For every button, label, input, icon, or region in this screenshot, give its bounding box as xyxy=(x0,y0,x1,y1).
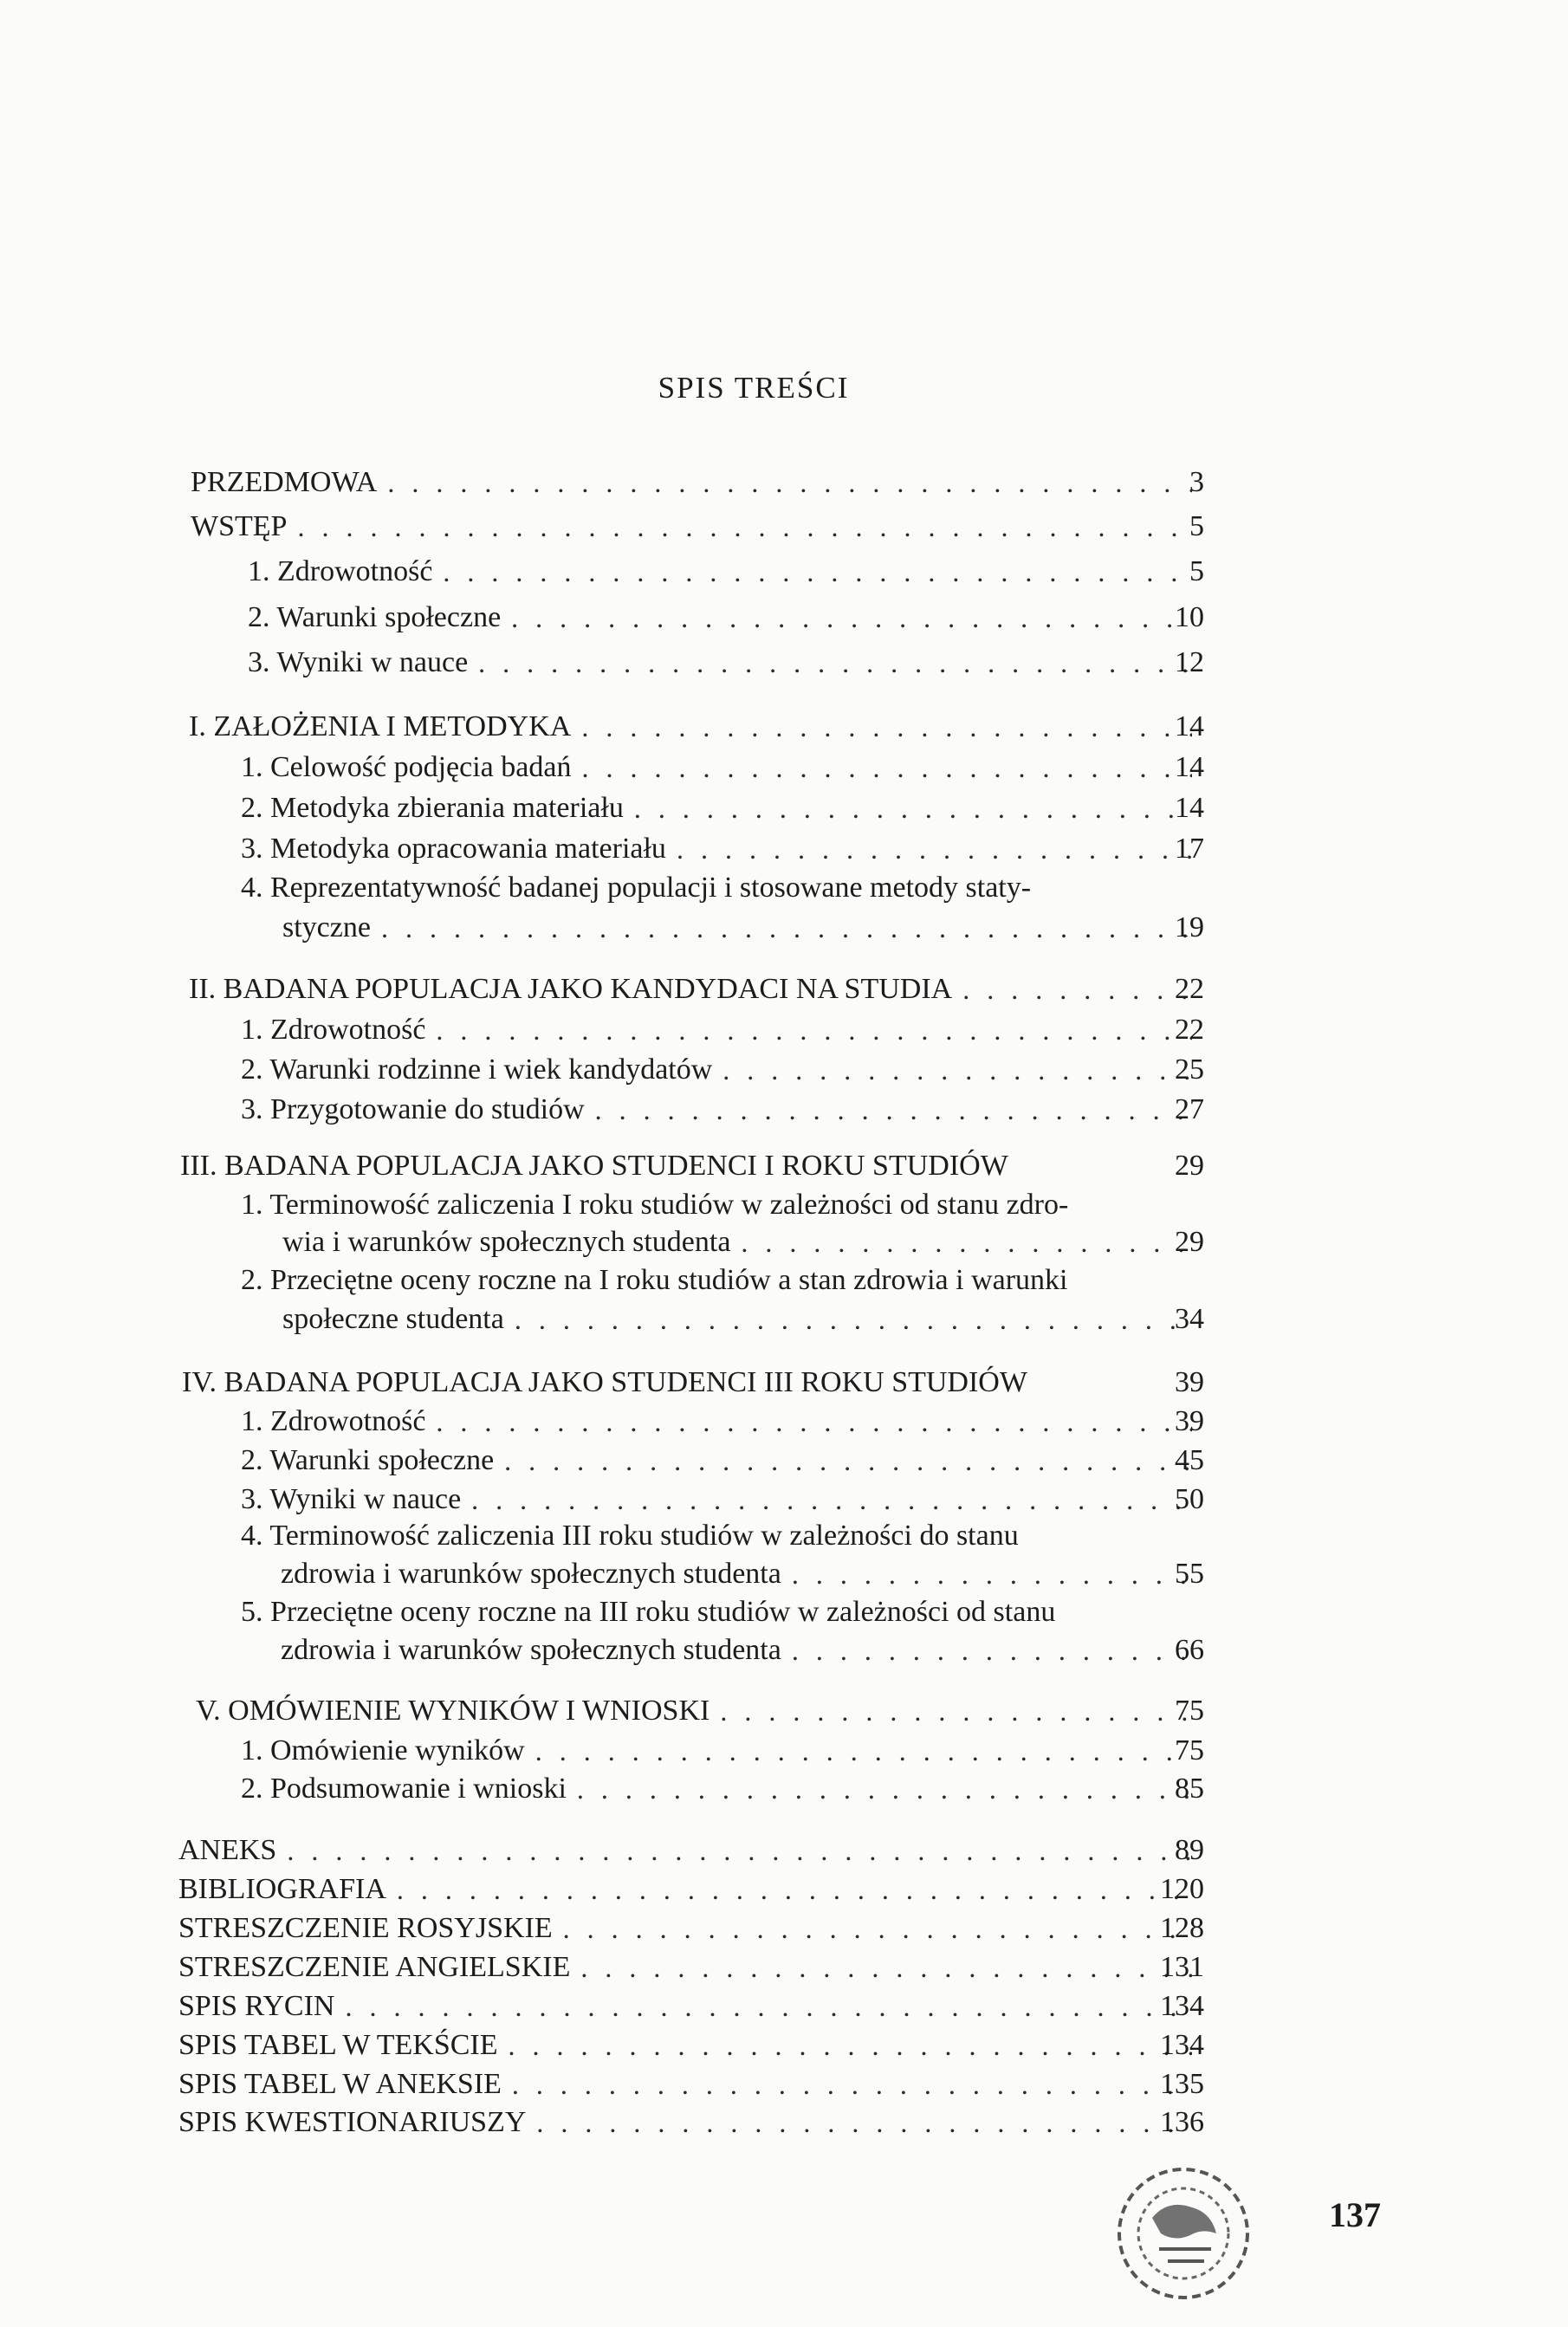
toc-entry-spis-tabel-w-aneksie xyxy=(178,2066,1204,2103)
toc-subentry xyxy=(241,1771,1204,1807)
toc-entry-label: 1. Zdrowotność xyxy=(241,1014,426,1046)
toc-entry-label: 1. Zdrowotność xyxy=(248,555,433,587)
toc-leader-dots xyxy=(387,464,1192,501)
toc-subentry-line xyxy=(241,1518,1019,1554)
toc-entry-page: 85 xyxy=(1175,1773,1204,1805)
toc-subentry xyxy=(241,1092,1204,1128)
page-title: SPIS TREŚCI xyxy=(658,371,850,405)
toc-subentry-cont xyxy=(281,1556,1204,1592)
toc-leader-dots xyxy=(504,1442,1192,1479)
toc-leader-dots xyxy=(381,910,1192,946)
toc-chapter-3 xyxy=(180,1148,1204,1184)
toc-chapter-label: III. BADANA POPULACJA JAKO STUDENCI I ROKU STUDIÓW xyxy=(180,1150,1008,1182)
toc-entry-label: BIBLIOGRAFIA xyxy=(178,1873,386,1905)
toc-chapter-label: I. ZAŁOŻENIA I METODYKA xyxy=(189,710,572,742)
toc-leader-dots xyxy=(581,749,1192,786)
toc-entry-wstep xyxy=(191,509,1204,545)
toc-entry-label: zdrowia i warunków społecznych studenta xyxy=(281,1634,781,1666)
toc-entry-spis-kwestionariuszy xyxy=(178,2104,1204,2141)
toc-entry-label: PRZEDMOWA xyxy=(191,466,378,498)
toc-entry-page: 45 xyxy=(1175,1444,1204,1476)
toc-entry-label: STRESZCZENIE ANGIELSKIE xyxy=(178,1951,571,1983)
toc-leader-dots xyxy=(581,709,1192,745)
toc-leader-dots xyxy=(478,645,1192,681)
toc-entry-page: 14 xyxy=(1175,792,1204,824)
toc-leader-dots xyxy=(563,1910,1192,1947)
toc-entry-page: 5 xyxy=(1189,510,1204,542)
toc-entry-page: 22 xyxy=(1175,1014,1204,1046)
toc-leader-dots xyxy=(297,509,1192,545)
toc-entry-spis-rycin xyxy=(178,1988,1204,2025)
toc-subentry xyxy=(241,1481,1204,1518)
toc-entry-page: 27 xyxy=(1175,1093,1204,1125)
toc-entry-label: 1. Celowość podjęcia badań xyxy=(241,751,572,783)
toc-leader-dots xyxy=(535,1733,1192,1769)
toc-entry-page: 34 xyxy=(1175,1303,1204,1335)
toc-entry-page: 66 xyxy=(1175,1634,1204,1666)
toc-entry-label: 3. Wyniki w nauce xyxy=(248,646,469,678)
toc-leader-dots xyxy=(511,600,1192,636)
toc-leader-dots xyxy=(397,1871,1192,1908)
toc-subentry xyxy=(241,1012,1204,1048)
toc-chapter-label: V. OMÓWIENIE WYNIKÓW I WNIOSKI xyxy=(196,1695,710,1727)
toc-entry-label: 5. Przeciętne oceny roczne na III roku studiów w zależności od stanu xyxy=(241,1596,1056,1628)
toc-entry-label: 3. Wyniki w nauce xyxy=(241,1483,462,1515)
toc-leader-dots xyxy=(792,1556,1192,1592)
toc-entry-label: 4. Terminowość zaliczenia III roku studiów w zależności do stanu xyxy=(241,1520,1019,1552)
toc-chapter-1 xyxy=(189,709,1204,745)
toc-entry-label: STRESZCZENIE ROSYJSKIE xyxy=(178,1912,553,1944)
toc-entry-label: SPIS KWESTIONARIUSZY xyxy=(178,2106,527,2138)
toc-entry-page: 10 xyxy=(1175,601,1204,633)
toc-leader-dots xyxy=(595,1092,1192,1128)
toc-entry-page: 89 xyxy=(1175,1834,1204,1866)
toc-leader-dots xyxy=(512,2066,1192,2103)
toc-entry-page: 3 xyxy=(1189,466,1204,498)
toc-leader-dots xyxy=(634,790,1192,826)
toc-entry-page: 55 xyxy=(1175,1558,1204,1590)
toc-subentry-cont xyxy=(282,1301,1204,1338)
toc-entry-label: 1. Zdrowotność xyxy=(241,1405,426,1437)
toc-leader-dots xyxy=(515,1301,1192,1338)
toc-entry-label: 3. Metodyka opracowania materiału xyxy=(241,833,666,865)
toc-subentry-cont xyxy=(282,1224,1204,1261)
toc-entry-bibliografia xyxy=(178,1871,1204,1908)
toc-leader-dots xyxy=(677,831,1192,867)
toc-entry-aneks xyxy=(178,1832,1204,1869)
toc-entry-page: 39 xyxy=(1175,1405,1204,1437)
toc-chapter-label: II. BADANA POPULACJA JAKO KANDYDACI NA STUDIA xyxy=(189,973,953,1005)
toc-entry-label: SPIS TABEL W TEKŚCIE xyxy=(178,2029,498,2061)
toc-entry-label: 1. Terminowość zaliczenia I roku studiów w zależności od stanu zdro- xyxy=(241,1189,1069,1221)
toc-leader-dots xyxy=(720,1693,1192,1729)
toc-entry-label: 1. Omówienie wyników xyxy=(241,1734,525,1766)
toc-entry-page: 131 xyxy=(1160,1951,1204,1983)
toc-entry-page: 17 xyxy=(1175,833,1204,865)
toc-entry-page: 14 xyxy=(1175,710,1204,742)
toc-chapter-4 xyxy=(182,1364,1204,1401)
toc-entry-streszczenie-rosyjskie xyxy=(178,1910,1204,1947)
toc-entry-page: 19 xyxy=(1175,911,1204,943)
toc-entry-page: 135 xyxy=(1160,2068,1204,2100)
toc-subentry-cont xyxy=(281,1632,1204,1669)
toc-entry-page: 12 xyxy=(1175,646,1204,678)
toc-subentry xyxy=(248,645,1204,681)
toc-entry-label: SPIS RYCIN xyxy=(178,1990,335,2022)
toc-subentry-line xyxy=(241,1187,1068,1223)
toc-entry-label: 2. Warunki społeczne xyxy=(248,601,502,633)
toc-entry-page: 136 xyxy=(1160,2106,1204,2138)
toc-subentry-line xyxy=(241,1594,1055,1630)
toc-entry-page: 5 xyxy=(1189,555,1204,587)
toc-subentry xyxy=(241,790,1204,826)
toc-entry-label: społeczne studenta xyxy=(282,1303,504,1335)
toc-subentry-cont xyxy=(282,910,1204,946)
toc-subentry xyxy=(248,554,1204,590)
toc-leader-dots xyxy=(722,1052,1192,1088)
toc-entry-label: styczne xyxy=(282,911,371,943)
toc-leader-dots xyxy=(287,1832,1192,1869)
toc-entry-spis-tabel-w-tekscie xyxy=(178,2027,1204,2064)
toc-leader-dots xyxy=(436,1012,1192,1048)
toc-leader-dots xyxy=(580,1949,1192,1986)
toc-subentry xyxy=(241,1052,1204,1088)
toc-entry-label: 3. Przygotowanie do studiów xyxy=(241,1093,585,1125)
toc-leader-dots xyxy=(577,1771,1192,1807)
toc-entry-label: 2. Metodyka zbierania materiału xyxy=(241,792,624,824)
toc-entry-label: 2. Warunki społeczne xyxy=(241,1444,495,1476)
toc-entry-page: 128 xyxy=(1160,1912,1204,1944)
toc-leader-dots xyxy=(436,1403,1192,1440)
toc-entry-label: WSTĘP xyxy=(191,510,288,542)
toc-chapter-label: IV. BADANA POPULACJA JAKO STUDENCI III ROKU STUDIÓW xyxy=(182,1366,1027,1398)
toc-entry-streszczenie-angielskie xyxy=(178,1949,1204,1986)
toc-entry-przedmowa xyxy=(191,464,1204,501)
toc-chapter-2 xyxy=(189,971,1204,1008)
toc-subentry xyxy=(241,1733,1204,1769)
toc-subentry-line xyxy=(241,1262,1068,1299)
toc-entry-label: 4. Reprezentatywność badanej populacji i stosowane metody staty- xyxy=(241,872,1032,904)
toc-entry-label: wia i warunków społecznych studenta xyxy=(282,1226,731,1258)
page-number: 137 xyxy=(1329,2195,1381,2234)
toc-entry-page: 22 xyxy=(1175,973,1204,1005)
library-stamp-icon xyxy=(1107,2138,1263,2311)
toc-entry-page: 134 xyxy=(1160,1990,1204,2022)
toc-entry-page: 25 xyxy=(1175,1053,1204,1086)
toc-leader-dots xyxy=(741,1224,1192,1261)
toc-entry-page: 134 xyxy=(1160,2029,1204,2061)
toc-entry-label: 2. Warunki rodzinne i wiek kandydatów xyxy=(241,1053,713,1086)
toc-subentry xyxy=(248,600,1204,636)
toc-entry-page: 75 xyxy=(1175,1734,1204,1766)
toc-leader-dots xyxy=(471,1481,1192,1518)
toc-leader-dots xyxy=(792,1632,1192,1669)
toc-entry-page: 14 xyxy=(1175,751,1204,783)
toc-entry-page: 39 xyxy=(1175,1366,1204,1398)
toc-entry-label: ANEKS xyxy=(178,1834,277,1866)
toc-entry-label: SPIS TABEL W ANEKSIE xyxy=(178,2068,502,2100)
toc-entry-page: 29 xyxy=(1175,1150,1204,1182)
toc-subentry xyxy=(241,1403,1204,1440)
toc-entry-page: 50 xyxy=(1175,1483,1204,1515)
toc-leader-dots xyxy=(443,554,1192,590)
toc-leader-dots xyxy=(536,2104,1192,2141)
toc-leader-dots xyxy=(509,2027,1192,2064)
toc-entry-label: 2. Przeciętne oceny roczne na I roku studiów a stan zdrowia i warunki xyxy=(241,1264,1068,1296)
toc-entry-page: 29 xyxy=(1175,1226,1204,1258)
toc-subentry xyxy=(241,831,1204,867)
toc-entry-page: 75 xyxy=(1175,1695,1204,1727)
toc-chapter-5 xyxy=(196,1693,1204,1729)
toc-entry-page: 120 xyxy=(1160,1873,1204,1905)
toc-subentry-line xyxy=(241,870,1031,906)
toc-entry-label: zdrowia i warunków społecznych studenta xyxy=(281,1558,781,1590)
toc-leader-dots xyxy=(345,1988,1192,2025)
toc-subentry xyxy=(241,749,1204,786)
toc-entry-label: 2. Podsumowanie i wnioski xyxy=(241,1773,567,1805)
toc-subentry xyxy=(241,1442,1204,1479)
